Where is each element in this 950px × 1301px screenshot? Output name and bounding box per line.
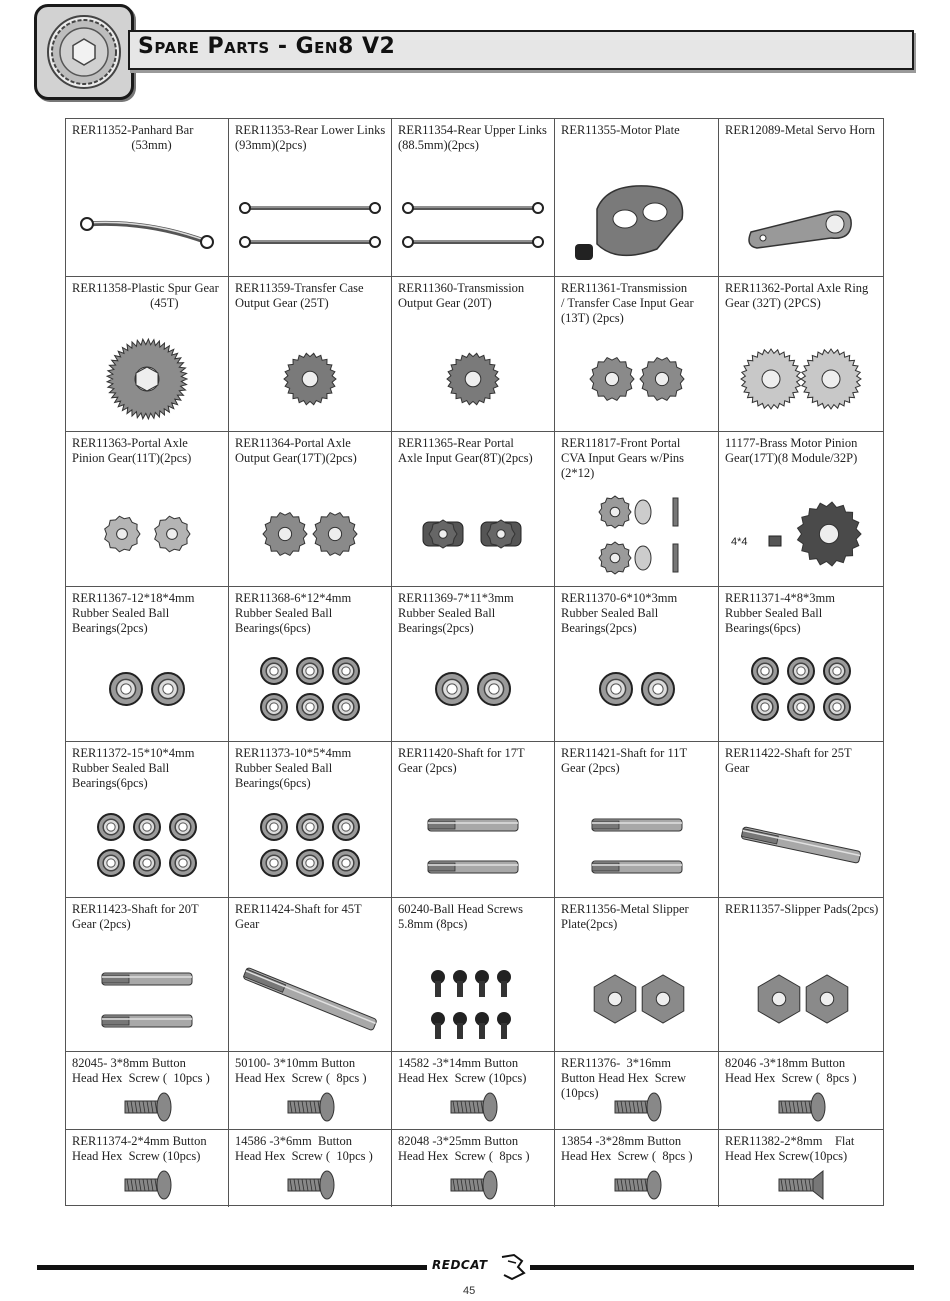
part-cell — [392, 742, 555, 898]
part-label: RER11373-10*5*4mm Rubber Sealed Ball Bearings(6pcs) — [235, 746, 352, 790]
screw-icon — [229, 1087, 391, 1127]
link-pair-icon — [392, 174, 554, 274]
part-label: RER11424-Shaft for 45T Gear — [235, 902, 362, 931]
part-label: 14586 -3*6mm Button Head Hex Screw ( 10pcs ) — [235, 1134, 373, 1163]
part-label: RER11369-7*11*3mm Rubber Sealed Ball Bearings(2pcs) — [398, 591, 514, 635]
part-cell — [719, 742, 883, 898]
parts-row — [66, 742, 883, 898]
part-label: RER11817-Front Portal CVA Input Gears w/Pins (2*12) — [561, 436, 685, 480]
screw-icon — [392, 1087, 554, 1127]
part-note: 4*4 — [731, 536, 748, 548]
part-label: RER11358-Plastic Spur Gear (45T) — [72, 281, 219, 310]
parts-row — [66, 119, 883, 277]
bearing-icon — [555, 639, 718, 739]
part-label: RER11362-Portal Axle Ring Gear (32T) (2PCS) — [725, 281, 869, 310]
page-title: Spare Parts - Gen8 V2 — [138, 34, 396, 59]
part-label: RER11363-Portal Axle Pinion Gear(11T)(2pcs) — [72, 436, 192, 465]
parts-table — [65, 118, 884, 1206]
part-label: RER11423-Shaft for 20T Gear (2pcs) — [72, 902, 199, 931]
bearing-icon — [719, 639, 883, 739]
screw-icon — [392, 1165, 554, 1205]
part-cell — [555, 587, 719, 742]
part-label: RER11421-Shaft for 11T Gear (2pcs) — [561, 746, 688, 775]
part-cell — [719, 277, 883, 432]
gear-icon — [229, 329, 391, 429]
part-label: RER11371-4*8*3mm Rubber Sealed Ball Bearings(6pcs) — [725, 591, 835, 635]
part-cell — [719, 432, 883, 587]
part-label: RER11368-6*12*4mm Rubber Sealed Ball Bearings(6pcs) — [235, 591, 352, 635]
part-cell — [66, 1052, 229, 1130]
servo-horn-icon — [719, 174, 883, 274]
parts-row — [66, 587, 883, 742]
part-cell — [392, 1130, 555, 1207]
parts-row — [66, 432, 883, 587]
part-cell — [719, 587, 883, 742]
part-label: 11177-Brass Motor Pinion Gear(17T)(8 Module/32P) — [725, 436, 858, 465]
part-cell — [392, 277, 555, 432]
bearing-icon — [66, 795, 228, 895]
part-cell — [555, 1130, 719, 1207]
screw-icon — [555, 1087, 718, 1127]
part-label: RER11367-12*18*4mm Rubber Sealed Ball Bearings(2pcs) — [72, 591, 195, 635]
part-label: 14582 -3*14mm Button Head Hex Screw (10pcs) — [398, 1056, 527, 1085]
screw-icon — [719, 1087, 883, 1127]
part-cell — [392, 1052, 555, 1130]
bearing-icon — [229, 795, 391, 895]
part-cell — [719, 898, 883, 1052]
part-label: RER11370-6*10*3mm Rubber Sealed Ball Bearings(2pcs) — [561, 591, 678, 635]
header-badge — [34, 4, 134, 100]
part-label: RER11360-Transmission Output Gear (20T) — [398, 281, 525, 310]
part-cell — [66, 432, 229, 587]
shaft-icon — [719, 795, 883, 895]
bearing-icon — [392, 639, 554, 739]
parts-row — [66, 1130, 883, 1207]
footer-rule-right — [530, 1265, 914, 1270]
part-cell — [66, 742, 229, 898]
cva-gears-icon — [555, 484, 718, 584]
part-cell — [229, 277, 392, 432]
part-cell — [66, 1130, 229, 1207]
part-cell — [719, 1130, 883, 1207]
long-shaft-icon — [229, 949, 391, 1049]
part-cell — [555, 742, 719, 898]
screw-icon — [66, 1165, 228, 1205]
parts-row — [66, 1052, 883, 1130]
part-label: RER11359-Transfer Case Output Gear (25T) — [235, 281, 364, 310]
motor-plate-icon — [555, 174, 718, 274]
part-label: RER11357-Slipper Pads(2pcs) — [725, 902, 879, 916]
part-label: RER11382-2*8mm Flat Head Hex Screw(10pcs) — [725, 1134, 855, 1163]
parts-row — [66, 277, 883, 432]
part-label: 82048 -3*25mm Button Head Hex Screw ( 8pcs ) — [398, 1134, 530, 1163]
part-label: RER12089-Metal Servo Horn — [725, 123, 875, 137]
gear-pair-icon — [555, 329, 718, 429]
part-cell — [66, 898, 229, 1052]
part-cell — [229, 432, 392, 587]
motor-pinion-icon — [719, 484, 883, 584]
gear-icon — [392, 329, 554, 429]
part-label: 82046 -3*18mm Button Head Hex Screw ( 8pcs ) — [725, 1056, 857, 1085]
bearing-icon — [66, 639, 228, 739]
part-label: RER11420-Shaft for 17T Gear (2pcs) — [398, 746, 525, 775]
part-cell — [392, 432, 555, 587]
part-label: 60240-Ball Head Screws 5.8mm (8pcs) — [398, 902, 523, 931]
part-cell — [555, 432, 719, 587]
part-label: RER11374-2*4mm Button Head Hex Screw (10pcs) — [72, 1134, 207, 1163]
part-cell — [229, 587, 392, 742]
part-cell — [555, 119, 719, 277]
part-cell — [229, 898, 392, 1052]
part-label: RER11356-Metal Slipper Plate(2pcs) — [561, 902, 689, 931]
part-cell — [719, 1052, 883, 1130]
part-label: RER11361-Transmission / Transfer Case Input Gear (13T) (2pcs) — [561, 281, 694, 325]
screw-icon — [66, 1087, 228, 1127]
part-label: 13854 -3*28mm Button Head Hex Screw ( 8pcs ) — [561, 1134, 693, 1163]
hex-plate-pair-icon — [719, 949, 883, 1049]
part-label: RER11372-15*10*4mm Rubber Sealed Ball Bearings(6pcs) — [72, 746, 195, 790]
part-cell — [229, 1130, 392, 1207]
part-label: RER11364-Portal Axle Output Gear(17T)(2pcs) — [235, 436, 357, 465]
part-label: 50100- 3*10mm Button Head Hex Screw ( 8pcs ) — [235, 1056, 367, 1085]
gear-pair-icon — [229, 484, 391, 584]
part-label: RER11353-Rear Lower Links (93mm)(2pcs) — [235, 123, 386, 152]
spur-gear-icon — [66, 329, 228, 429]
part-cell — [229, 1052, 392, 1130]
parts-row — [66, 898, 883, 1052]
shaft-pair-icon — [555, 795, 718, 895]
screw-icon — [229, 1165, 391, 1205]
hex-plate-pair-icon — [555, 949, 718, 1049]
page-number: 45 — [463, 1285, 476, 1297]
shaft-pair-icon — [66, 949, 228, 1049]
footer-brand: REDCAT — [432, 1258, 488, 1272]
footer-rule-left — [37, 1265, 427, 1270]
link-pair-icon — [229, 174, 391, 274]
panhard-bar-icon — [66, 174, 228, 274]
part-cell — [392, 587, 555, 742]
part-cell — [229, 119, 392, 277]
part-cell — [555, 898, 719, 1052]
part-cell — [555, 277, 719, 432]
part-label: 82045- 3*8mm Button Head Hex Screw ( 10pcs ) — [72, 1056, 210, 1085]
part-cell — [229, 742, 392, 898]
part-cell — [719, 119, 883, 277]
part-cell — [555, 1052, 719, 1130]
part-cell — [66, 119, 229, 277]
screw-icon — [555, 1165, 718, 1205]
input-gear-pair-icon — [392, 484, 554, 584]
bearing-icon — [229, 639, 391, 739]
gear-emblem-icon — [47, 15, 121, 89]
part-label: RER11422-Shaft for 25T Gear — [725, 746, 852, 775]
part-cell — [66, 277, 229, 432]
part-label: RER11355-Motor Plate — [561, 123, 680, 137]
part-label: RER11365-Rear Portal Axle Input Gear(8T)(2pcs) — [398, 436, 533, 465]
pinion-pair-icon — [66, 484, 228, 584]
part-label: RER11352-Panhard Bar (53mm) — [72, 123, 194, 152]
flat-screw-icon — [719, 1165, 883, 1205]
ball-screws-icon — [392, 949, 554, 1049]
part-label: RER11354-Rear Upper Links (88.5mm)(2pcs) — [398, 123, 547, 152]
part-cell — [392, 119, 555, 277]
part-cell — [66, 587, 229, 742]
shaft-pair-icon — [392, 795, 554, 895]
part-label: RER11376- 3*16mm Button Head Hex Screw (10pcs) — [561, 1056, 686, 1100]
ring-gear-pair-icon — [719, 329, 883, 429]
part-cell — [392, 898, 555, 1052]
